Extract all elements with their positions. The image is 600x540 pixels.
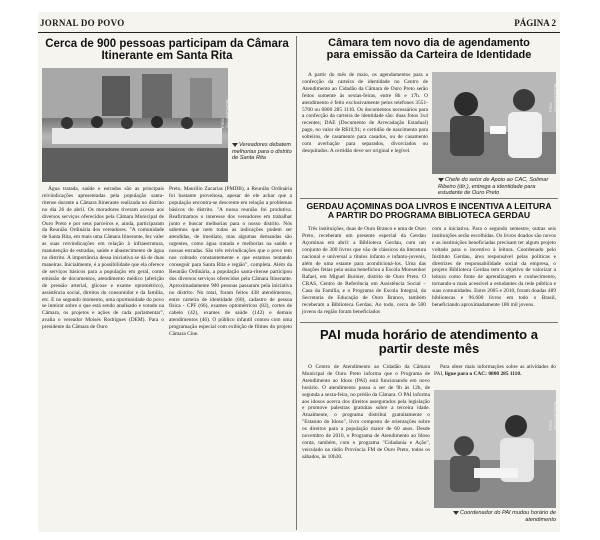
council-meeting-picture	[42, 68, 228, 182]
column-divider	[296, 36, 297, 530]
article4-info-phone: ligue para o CAC: 0800 285 1110.	[444, 370, 522, 377]
caption-pointer-icon	[453, 511, 459, 515]
article2-headline	[300, 38, 558, 62]
article4-info-text	[434, 364, 556, 378]
article1-photo	[42, 68, 228, 182]
article3-column2	[432, 226, 556, 318]
article1-caption	[232, 142, 292, 162]
newspaper-name: JORNAL DO POVO	[40, 18, 125, 28]
article2-photo	[432, 72, 556, 174]
article2-caption	[438, 177, 558, 197]
caption-pointer-icon	[232, 143, 238, 147]
caption-pointer-icon	[438, 178, 444, 182]
article4-headline-line1: PAI muda horário de atendimento a	[320, 327, 538, 342]
article4-body	[302, 364, 430, 524]
article1-headline	[42, 38, 292, 63]
article3-text2: com a iniciativa. Para o segundo semestre, outras seis instituições serão escolhidas. Os livros doados são novos e as instituições beneficiadas precisam ter algum projeto voltado para o incentivo à leitura. Coordenado pelo Instituto Gerdau, área responsável pelas políticas e diretrizes de responsabilidade social da empresa, o projeto Biblioteca Gerdau tem o objetivo de valorizar a leitura como fonte de aprendizagem e conhecimento, tornando-a mais acessível a estudantes da rede pública e suas comunidades. Entre 2005 e 2010, foram doadas 489 bibliotecas e 96.600 livros em todo o Brasil, beneficiando aproximadamente 186 mil jovens.	[432, 226, 556, 308]
newspaper-page	[38, 12, 560, 532]
article4-info-lead: Para obter mais informações sobre as atividades do PAI,	[434, 364, 556, 377]
page-number: PÁGINA 2	[514, 18, 556, 28]
pai-coordinator-picture	[434, 390, 556, 508]
article1-caption-text: Vereadores debatem melhorias para o distrito de Santa Rita	[232, 142, 292, 162]
article3-text1: Três instituições, duas de Ouro Branco e uma de Ouro Preto, receberam um presente especial da Gerdau Açominas em abril: a Biblioteca Gerdau, com um conjunto de 300 livros que vão de clássicos da literatura nacional e universal a títulos infanto e infanto-juvenis, além de uma estante para acondicioná-los. Uma das doações feitas pela usina beneficiou a Escola Monsenhor Rafael, em Miguel Burnier, distrito de Ouro Preto. O CRAS, Centro de Referência em Assistência Social – Casa da Família, e o Programa de Escola Integral, da Secretaria de Educação de Ouro Branco, também receberam a Biblioteca Gerdau. Ao todo, cerca de 500 jovens da região foram beneficiados	[302, 226, 426, 315]
article2-body	[302, 72, 428, 196]
article2-photo-credit: Foto: Ascom/CMOP	[548, 83, 558, 112]
article4-photo	[434, 390, 556, 508]
article3-headline	[300, 202, 558, 221]
article2-text: A partir do mês de maio, os agendamentos para a confecção da carteira de identidade no Centro de Atendimento ao Cidadão da Câmara de Ouro Preto serão feitos somente às sextas-feiras, entre 8h e 17h. O atendimento é feito exclusivamente pelos telefones 3551-5700 ou 0800 285 1110. Os documentos necessários para a confecção da carteira de identidade são: duas fotos 3x4 recentes; DAE (Documento de Arrecadação Estadual) pago, no valor de R$10,91; e certidão de nascimento para solteiros, de casamento para casados, ou de casamento com averbação para separados, divorciados ou desquitados. A certidão deve ser original e legível.	[302, 72, 428, 154]
article1-text2: Preto, Maurílio Zacarias (PMDB), a Reunião Ordinária foi bastante proveitosa, apesar de ele achar que a população encontra-se descrente em relação a problemas básicos do distrito. "A nossa reunião foi produtiva. Reafirmamos o interesse dos vereadores em trabalhar junto e buscar melhorias para o nosso distrito. Nós sabemos que nem todas as indicações podem ser atendidas, de imediato, mas algumas demandas são urgentes, como água tratada e melhorias na saúde e nossas estradas. São três reivindicações que o povo tem nos cobrado constantemente e que estamos tentando conseguir para Santa Rita e região", completa. Além da Reunião Ordinária, a população santa-ritense participou dos diversos serviços oferecidos pela Câmara Itinerante. Aproximadamente 900 pessoas passaram pela iniciativa no distrito. No total, foram feitos 438 atendimentos, entre carteira de identidade (60), cadastro de pessoa física - CPF (66), exames optométricos (82), cortes de cabelo (42), exames de saúde (142) e demais atendimentos (46). O público infantil contou com uma programação especial com exibição de filmes do projeto Câmara Cine.	[169, 186, 292, 338]
divider-article3-article4	[300, 322, 558, 323]
article4-headline-line2: partir deste mês	[378, 341, 480, 357]
article1-column2	[169, 186, 292, 380]
article2-headline-line1: Câmara tem novo dia de agendamento	[328, 37, 530, 49]
article4-photo-credit: Foto: Ascom/CMOP	[548, 401, 558, 430]
article3-column1	[302, 226, 426, 318]
article4-text: O Centro de Atendimento ao Cidadão da Câmara Municipal de Ouro Preto informa que o Programa de Atendimento ao Idoso (PAI) está funcionando em novo horário. O atendimento passa a ser de 9h às 12h, de segunda a sexta-feira, no prédio da Câmara. O PAI informa aos idosos acerca dos direitos assegurados pela legislação e promove palestras gratuitas sobre a terceira idade. Atualmente, o programa distribui gratuitamente o "Estatuto do Idoso", livro composto de orientações sobre os direitos para a população maior de 60 anos. Desde novembro de 2010, o Programa de Atendimento ao Idoso conta, também, com o programa "Cidadania e Ação", veiculado na rádio Província FM de Ouro Preto, todos os sábados, às 10h30.	[302, 364, 430, 460]
article1-headline-line1: Cerca de 900 pessoas participam da Câmara	[45, 38, 289, 50]
id-delivery-picture	[432, 72, 556, 174]
article2-headline-line2: para emissão da Carteira de Identidade	[326, 48, 532, 61]
article4-info	[434, 364, 556, 388]
article1-headline-line2: Itinerante em Santa Rita	[101, 50, 233, 63]
divider-article2-article3	[300, 198, 558, 199]
article4-caption	[436, 510, 556, 523]
masthead	[38, 12, 560, 33]
article3-headline-line2: A PARTIR DO PROGRAMA BIBLIOTECA GERDAU	[327, 210, 531, 221]
article4-caption-text: Coordenador do PAI mudou horário de atendimento	[460, 510, 556, 523]
article3-headline-line1: GERDAU AÇOMINAS DOA LIVROS E INCENTIVA A LEITURA	[306, 201, 552, 211]
article1-photo-credit: Foto: Ascom/CMOP	[220, 99, 230, 128]
article1-column1	[42, 186, 164, 380]
article1-text1: Água tratada, saúde e estradas são as principais reivindicações apresentadas pela população santa-ritense durante a Câmara Itinerante realizada no distrito no dia 26 de abril. Os moradores tiveram acesso aos diversos serviços oferecidos pela Câmara Municipal de Ouro Preto e por seus parceiros e, ainda, participaram da Reunião Ordinária dos vereadores. "A comunidade de Santa Rita, em mais uma Câmara Itinerante, fez valer as suas reivindicações em relação à infraestrutura, manutenção de estradas, saúde e abastecimento de água no distrito. A importância dessa iniciativa se dá de duas maneiras. Inicialmente, é a possibilidade que ela oferece de serviços básicos para a população em geral, como emissão de documentos, atendimento médico (aferição de pressão arterial, glicose e exame optométrico), assistência social, direitos do consumidor e da família, etc. E no segundo momento, uma oportunidade do povo se inteirar sobre o que está sendo analisado e votado na Câmara, os projetos e ações de cada parlamentar", avalia o vereador Moisés Rodrigues (DEM). Para o presidente da Câmara de Ouro	[42, 186, 164, 331]
article4-headline	[300, 328, 558, 356]
article2-caption-text: Chefe do setor de Apoio ao CAC, Solimar Ribeiro (dir.), entrega a identidade para estudante de Ouro Preto	[438, 177, 549, 197]
